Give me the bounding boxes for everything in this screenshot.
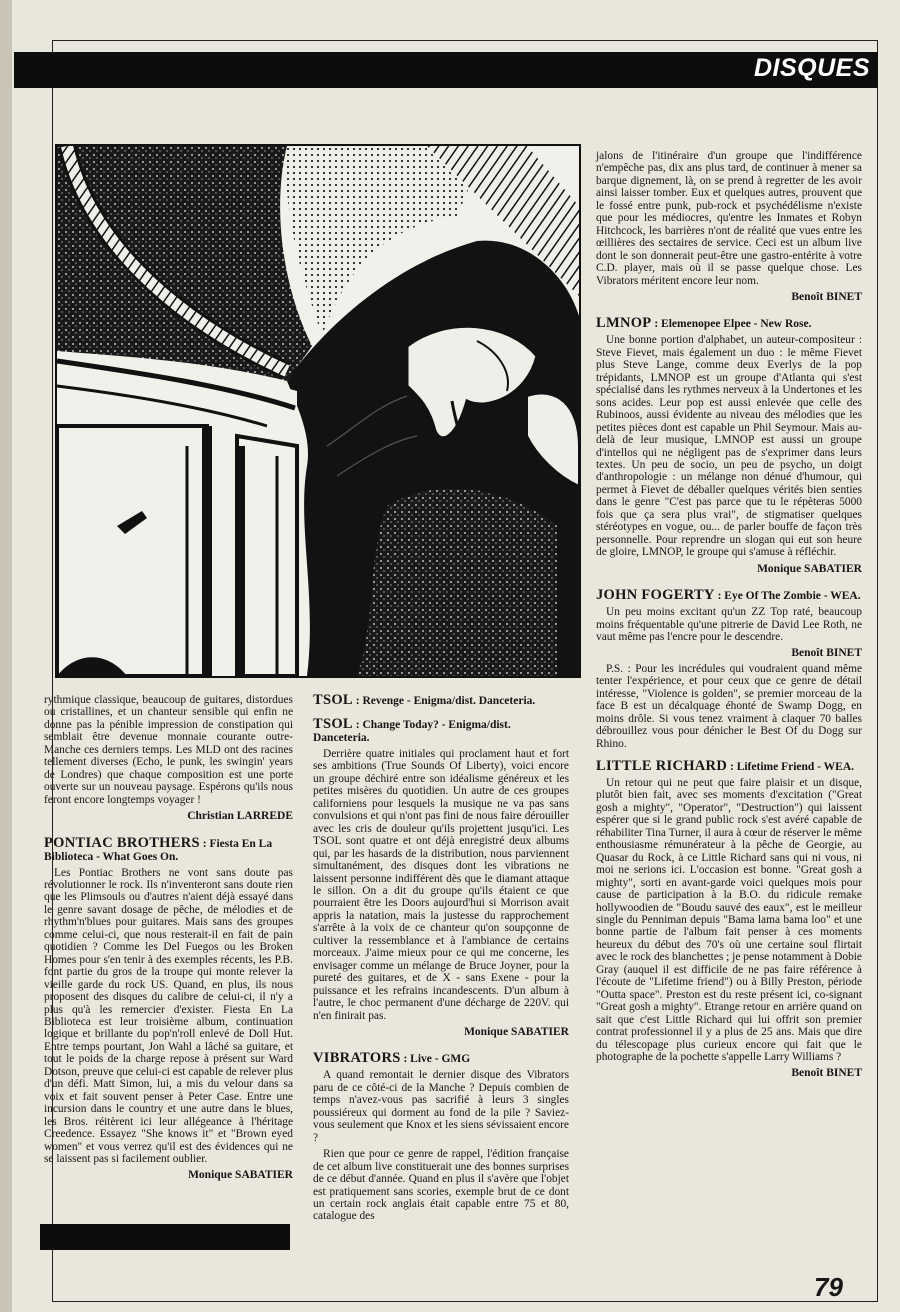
section-banner [14, 52, 878, 88]
review-paragraph: Un retour qui ne peut que faire plaisir et un disque, plutôt bien fait, avec ses moments d'excitation ("Great gosh a mighty", "Operator", "Destruction") qui laissent espérer que si le grand public rock s'est avéré capable de réhabiliter Tina Turner, il aura à cœur de réserver le même enthousiasme rémunérateur à la pêche de Georgie, au Quasar du Rock, à ce Little Richard sans qui ni vous, ni moi ne serions ici. L'occasion est bonne. "Great gosh a mighty", sorti en avant-garde voici quelques mois pour cause de participation à la B.O. du ridicule remake hollywoodien de "Boudu sauvé des eaux", est le meilleur single du Penniman depuis "Bama lama bama loo" et une bonne partie de l'album fait penser à ces moments heureux du début des 70's où une certaine soul flirtait avec le rock des blanchettes ; je pense notamment à Dobie Gray (auquel il est difficile de ne pas faire référence à l'écoute de "Lifetime friend") ou à Billy Preston, période "Outta space". Preston est du reste présent ici, co-signant "Great gosh a mighty". Etrange retour en arrière quand on sait que c'est Little Richard qui lui offrit son premier contrat professionnel il y a plus de 25 ans. Mais que dire du télescopage plus curieux encore qui fait que le photographe de la pochette s'appelle Larry Williams ? [596, 777, 862, 1063]
review-title-pontiac [44, 834, 293, 864]
artist-name: PONTIAC BROTHERS [44, 834, 200, 851]
album-info: : Lifetime Friend - WEA. [729, 761, 855, 774]
artist-name: LITTLE RICHARD [596, 758, 728, 775]
album-info: : Elemenopee Elpee - New Rose. [654, 318, 812, 331]
column-1 [44, 694, 293, 1196]
review-author: Benoît BINET [791, 647, 862, 660]
artist-name: LMNOP [596, 315, 652, 332]
album-cover-illustration [55, 144, 581, 678]
page-number: 79 [814, 1272, 843, 1302]
column-3 [596, 150, 862, 1094]
album-info: : Fiesta En La Biblioteca - What Goes On. [44, 837, 273, 863]
artist-name: TSOL [313, 692, 353, 708]
review-paragraph: Les Pontiac Brothers ne vont sans doute pas révolutionner le rock. Ils n'inventeront sans doute rien que les Plimsouls ou d'autres n'aient déjà essayé dans le genre savant dosage de pêche, de mélodies et de rhythm'n'blues pour guitares. Mais sans des groupes comme celui-ci, que nous resterait-il en fait de pain quotidien ? Comme les Del Fuegos ou les Broken Homes pour s'en tenir à des exemples récents, les P.B. font partie du gros de la troupe qui monte relever la vieille garde du rock US. Quand, en plus, ils nous proposent des disques du calibre de celui-ci, il n'y a plus qu'à les remercier d'exister. Fiesta En La Biblioteca est leur troisième album, continuation logique et brillante du pop'n'roll enlevé de Doll Hut. Entre temps pourtant, Jon Wahl a lâché sa guitare, et tout le poids de la charge repose à présent sur Ward Dotson, preuve que celui-ci est capable de relever plus d'un défi. Matt Simon, lui, a mis du velour dans sa voix et fait souvent penser à Peter Case. Entre une incursion dans le country et une autre dans le blues, les Bros. réitèrent ici leur allégeance à l'héritage Creedence. Essayez "She knows it" et "Brown eyed women" et vous verrez qu'il est des évidences qui ne se laissent pas si facilement oublier. [44, 866, 293, 1165]
review-author: Benoît BINET [791, 290, 862, 303]
album-info: : Live - GMG [403, 1053, 471, 1066]
review-author: Monique SABATIER [464, 1025, 569, 1038]
review-title-tsol-change [313, 718, 569, 745]
column-2 [313, 694, 569, 1227]
review-title-vibrators [313, 1052, 569, 1066]
review-paragraph: Une bonne portion d'alphabet, un auteur-compositeur : Steve Fievet, mais également un duo : le même Fievet plus Steve Lange, comme deux Everlys de la pop trépidants, LMNOP est un groupe d'Atlanta qui s'est spécialisé dans les rythmes nerveux à la Undertones et les sons acides. Leur pop est aussi enlevée que celle des Rubinoos, aussi évidente au niveau des mélodies que les petites pièces dont est capable un Phil Seymour. Mais au-delà de leur musique, LMNOP est aussi un groupe d'intellos qui ne négligent pas de s'exprimer dans leurs textes. Un peu de socio, un peu de psycho, un doigt d'anthropologie : un mélange non dénué d'humour, qui permet à Fievet de déballer quelques vérités bien senties dans le genre "C'est pas parce que tu le répèteras 5000 fois que ça sera plus vrai", de stigmatiser quelques stéréotypes en vogue, ou... de parler bouffe de façon très personnelle. Pour reprendre un slogan qui eut son heure de gloire, LMNOP, le groupe qui s'amuse à réfléchir. [596, 334, 862, 559]
review-title-little-richard [596, 760, 862, 774]
binding-edge [0, 0, 12, 1312]
review-paragraph: A quand remontait le dernier disque des Vibrators paru de ce côté-ci de la Manche ? Depuis combien de temps n'avez-vous pas sacrifié à leurs 3 singles poussiéreux qui dorment au fond de la pile ? Saviez-vous seulement que Knox et les siens sévissaient encore ? [313, 1069, 569, 1144]
decorative-bar [40, 1224, 290, 1250]
artist-name: TSOL [313, 716, 353, 732]
section-title: DISQUES [753, 54, 870, 82]
album-info: : Eye Of The Zombie - WEA. [717, 590, 861, 603]
album-info: : Change Today? - Enigma/dist. Danceteria. [313, 719, 511, 744]
review-postscript: P.S. : Pour les incrédules qui voudraient quand même tenter l'expérience, et pour ceux que ce genre de détail intéresse, "Violence is golden", se premier morceau de la face B est un décalquage éhonté de Swamp Dogg, en moins drôle. Si vous tenez vraiment à claquer 70 balles débrouillez vous pour dénicher le Best Of du Dogg sur Rhino. [596, 662, 862, 750]
illustration-drawing [57, 146, 579, 676]
review-title-tsol-revenge [313, 694, 569, 708]
review-paragraph-continued: jalons de l'itinéraire d'un groupe que l'indifférence n'empêche pas, dix ans plus tard, de continuer à mener sa barque dignement, là, on se prend à regretter de les avoir ainsi laisser tomber. Eux et quelques autres, prouvent que le fossé entre punk, pub-rock et psychédélisme n'existe que pour les médiocres, qu'entre les Inmates et Robyn Hitchcock, les barrières n'ont de réalité que vues entre les œillières des sectaires de service. Ceci est un album live dont le son donnerait peut-être une gastro-entérite à votre C.D. player, mais où il se passe quelque chose. Les Vibrators méritent encore leur nom. [596, 150, 862, 287]
review-title-lmnop [596, 317, 862, 331]
review-author: Monique SABATIER [757, 562, 862, 575]
artist-name: VIBRATORS [313, 1050, 401, 1067]
intro-author: Christian LARREDE [187, 810, 293, 823]
intro-paragraph: rythmique classique, beaucoup de guitares, distordues ou cristallines, et un chanteur sensible qui enfin ne donne pas la pénible impression de constipation qui semblait être devenue monnaie courante outre-Manche ces derniers temps. Les MLD ont des racines tellement diverses (Echo, le punk, les swingin' years de Londres) que chaque composition est une porte ouverte sur un nouveau paysage. Espérons qu'ils nous feront encore longtemps voyager ! [44, 694, 293, 806]
review-title-fogerty [596, 589, 862, 603]
review-paragraph: Rien que pour ce genre de rappel, l'édition française de cet album live constituerait une des bonnes surprises de ce début d'année. Quand en plus il s'avère que l'objet est pratiquement sans scories, exemple brut de ce dont un certain rock anglais était capable entre 75 et 80, catalogue des [313, 1148, 569, 1223]
review-author: Monique SABATIER [188, 1169, 293, 1182]
review-paragraph: Derrière quatre initiales qui proclament haut et fort ses ambitions (True Sounds Of Liberty), voici encore un groupe déchiré entre son idéalisme généreux et les petites misères du quotidien. Un autre de ces groupes californiens pour lesquels la musique ne va pas sans convulsions et qui n'ont pas fini de nous faire dérouiller avec les cris de douleur qu'ils projettent jusqu'ici. Les TSOL sont quatre et ont déjà enregistré deux albums qui, par les hasards de la distribution, nous parviennent simultanément, des disques dont les vibrations ne laissent personne indifférent dès que le diamant attaque le sillon. On a dit du groupe qu'ils étaient ce que pourraient être les Doors aujourd'hui si Morrison avait appris la natation, mais la justesse du rapprochement s'arrête à la voix de ce chanteur qu'on soupçonne de cultiver la ressemblance et à l'ambiance de certains morceaux. J'aime mieux pour ce qui me concerne, les envisager comme un mélange de Bruce Joyner, pour la pureté des guitares, et de X - sans Exene - pour la puissance et les refrains incandescents. D'un album à l'autre, le choc permanent d'une décharge de 220V. qui n'en finirait pas. [313, 748, 569, 1022]
review-author: Benoît BINET [791, 1067, 862, 1080]
artist-name: JOHN FOGERTY [596, 587, 715, 604]
album-info: : Revenge - Enigma/dist. Danceteria. [355, 695, 536, 707]
review-paragraph: Un peu moins excitant qu'un ZZ Top raté, beaucoup moins fréquentable qu'une pitrerie de David Lee Roth, ne vaut même pas l'encre pour le descendre. [596, 606, 862, 643]
